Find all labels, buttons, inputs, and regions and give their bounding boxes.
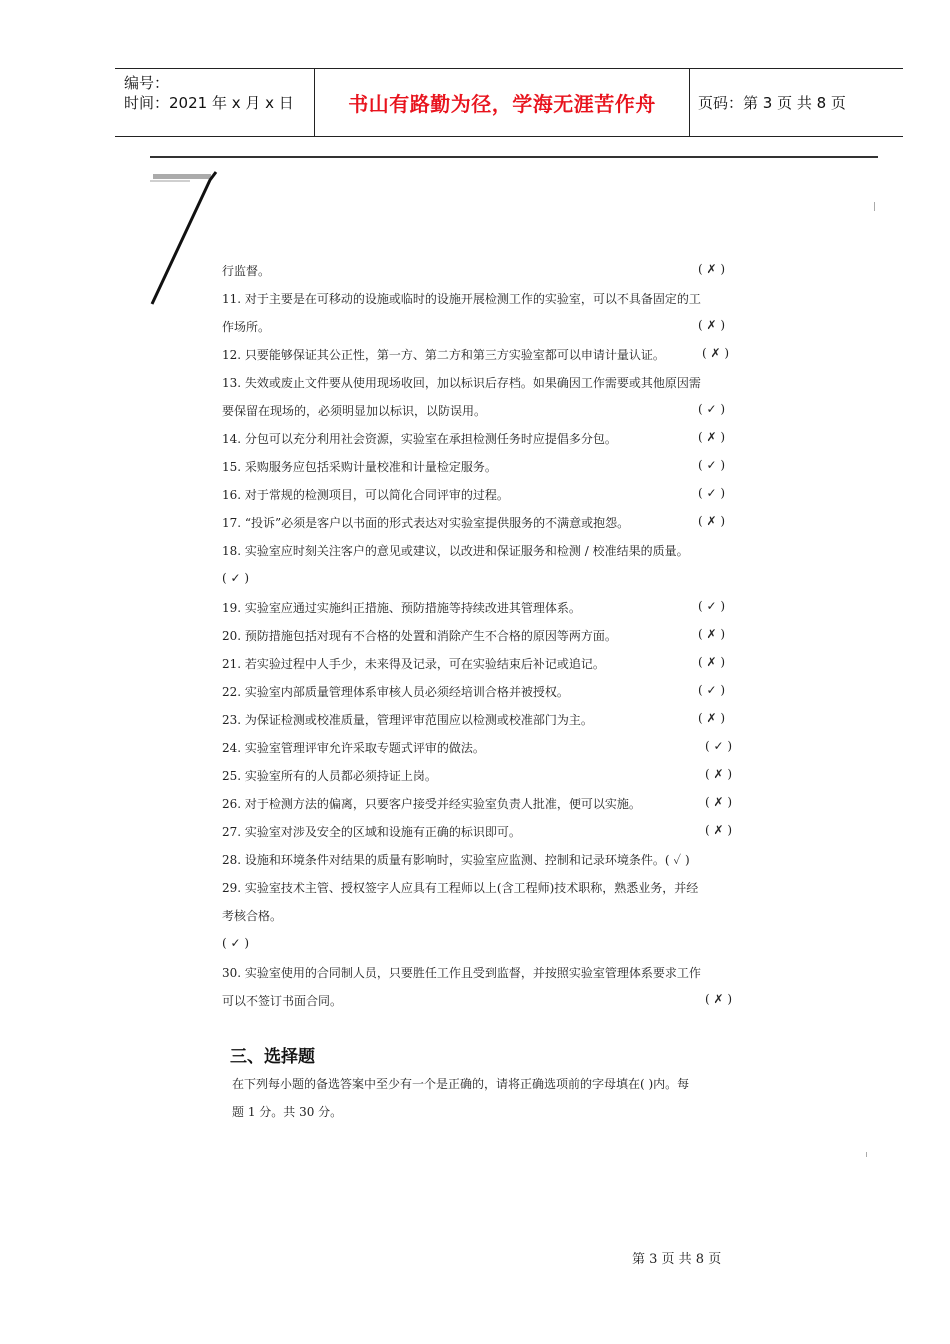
question-line: 行监督。 bbox=[222, 264, 271, 278]
question-line: 21. 若实验过程中人手少，未来得及记录，可在实验结束后补记或追记。 bbox=[222, 657, 605, 671]
answer-mark: ( ✗ ) bbox=[698, 430, 726, 444]
answer-mark: ( ✗ ) bbox=[698, 655, 726, 669]
header-page-code: 页码：第 3 页 共 8 页 bbox=[698, 94, 846, 112]
answer-mark: ( ✗ ) bbox=[705, 992, 733, 1006]
question-line: 28. 设施和环境条件对结果的质量有影响时，实验室应监测、控制和记录环境条件。( ✓ ) bbox=[222, 853, 690, 867]
question-line: 29. 实验室技术主管、授权签字人应具有工程师以上(含工程师)技术职称，熟悉业务，并经 bbox=[222, 881, 699, 895]
question-line: 30. 实验室使用的合同制人员，只要胜任工作且受到监督，并按照实验室管理体系要求工作 bbox=[222, 966, 701, 980]
answer-mark: ( ✓ ) bbox=[698, 486, 726, 500]
page-header bbox=[115, 68, 903, 137]
page-footer: 第 3 页 共 8 页 bbox=[632, 1252, 722, 1267]
answer-mark: ( ✓ ) bbox=[705, 739, 733, 753]
answer-mark: ( ✓ ) bbox=[698, 599, 726, 613]
question-line: 15. 采购服务应包括采购计量校准和计量检定服务。 bbox=[222, 460, 497, 474]
answer-mark: ( ✗ ) bbox=[698, 514, 726, 528]
scan-speck bbox=[874, 202, 875, 211]
answer-mark: ( ✗ ) bbox=[705, 823, 733, 837]
question-line: 23. 为保证检测或校准质量，管理评审范围应以检测或校准部门为主。 bbox=[222, 713, 593, 727]
question-line: 17. “投诉”必须是客户以书面的形式表达对实验室提供服务的不满意或抱怨。 bbox=[222, 516, 630, 530]
answer-mark: ( ✗ ) bbox=[705, 767, 733, 781]
answer-mark: ( ✓ ) bbox=[698, 458, 726, 472]
question-line: 20. 预防措施包括对现有不合格的处置和消除产生不合格的原因等两方面。 bbox=[222, 629, 617, 643]
answer-mark: ( ✗ ) bbox=[698, 711, 726, 725]
answer-mark: ( ✗ ) bbox=[698, 262, 726, 276]
answer-mark: ( ✓ ) bbox=[698, 683, 726, 697]
question-line: 可以不签订书面合同。 bbox=[222, 994, 343, 1008]
question-line: 19. 实验室应通过实施纠正措施、预防措施等持续改进其管理体系。 bbox=[222, 601, 581, 615]
question-line: 11. 对于主要是在可移动的设施或临时的设施开展检测工作的实验室，可以不具备固定的工 bbox=[222, 292, 701, 306]
section-intro-line: 题 1 分。共 30 分。 bbox=[232, 1105, 343, 1119]
question-line: 12. 只要能够保证其公正性，第一方、第二方和第三方实验室都可以申请计量认证。 bbox=[222, 348, 665, 362]
question-line: 24. 实验室管理评审允许采取专题式评审的做法。 bbox=[222, 741, 485, 755]
section-title: 三、选择题 bbox=[230, 1047, 315, 1067]
scan-speck bbox=[866, 1152, 867, 1157]
answer-mark: ( ✗ ) bbox=[705, 795, 733, 809]
question-line: 16. 对于常规的检测项目，可以简化合同评审的过程。 bbox=[222, 488, 509, 502]
answer-mark: ( ✗ ) bbox=[702, 346, 730, 360]
question-line: 作场所。 bbox=[222, 320, 271, 334]
question-line: 考核合格。 bbox=[222, 909, 283, 923]
question-line: 26. 对于检测方法的偏离，只要客户接受并经实验室负责人批准，便可以实施。 bbox=[222, 797, 641, 811]
question-line: 要保留在现场的，必须明显加以标识，以防误用。 bbox=[222, 404, 487, 418]
document-code: 编号： bbox=[124, 74, 170, 92]
question-line: 22. 实验室内部质量管理体系审核人员必须经培训合格并被授权。 bbox=[222, 685, 569, 699]
question-line: ( ✓ ) bbox=[222, 936, 250, 950]
scan-artifact bbox=[140, 168, 230, 318]
header-info-cell bbox=[115, 69, 315, 136]
answer-mark: ( ✗ ) bbox=[698, 627, 726, 641]
question-line: 18. 实验室应时刻关注客户的意见或建议，以改进和保证服务和检测 / 校准结果的质量。 bbox=[222, 544, 689, 558]
document-time: 时间：2021 年 x 月 x 日 bbox=[124, 94, 294, 112]
answer-mark: ( ✗ ) bbox=[698, 318, 726, 332]
section-intro-line: 在下列每小题的备选答案中至少有一个是正确的，请将正确选项前的字母填在( )内。每 bbox=[232, 1077, 690, 1091]
question-line: 25. 实验室所有的人员都必须持证上岗。 bbox=[222, 769, 437, 783]
question-line: 14. 分包可以充分利用社会资源，实验室在承担检测任务时应提倡多分包。 bbox=[222, 432, 617, 446]
question-line: 27. 实验室对涉及安全的区域和设施有正确的标识即可。 bbox=[222, 825, 521, 839]
header-motto: 书山有路勤为径，学海无涯苦作舟 bbox=[315, 69, 690, 136]
question-line: ( ✓ ) bbox=[222, 571, 250, 585]
question-line: 13. 失效或废止文件要从使用现场收回，加以标识后存档。如果确因工作需要或其他原因需 bbox=[222, 376, 701, 390]
header-divider bbox=[150, 156, 878, 158]
answer-mark: ( ✓ ) bbox=[698, 402, 726, 416]
